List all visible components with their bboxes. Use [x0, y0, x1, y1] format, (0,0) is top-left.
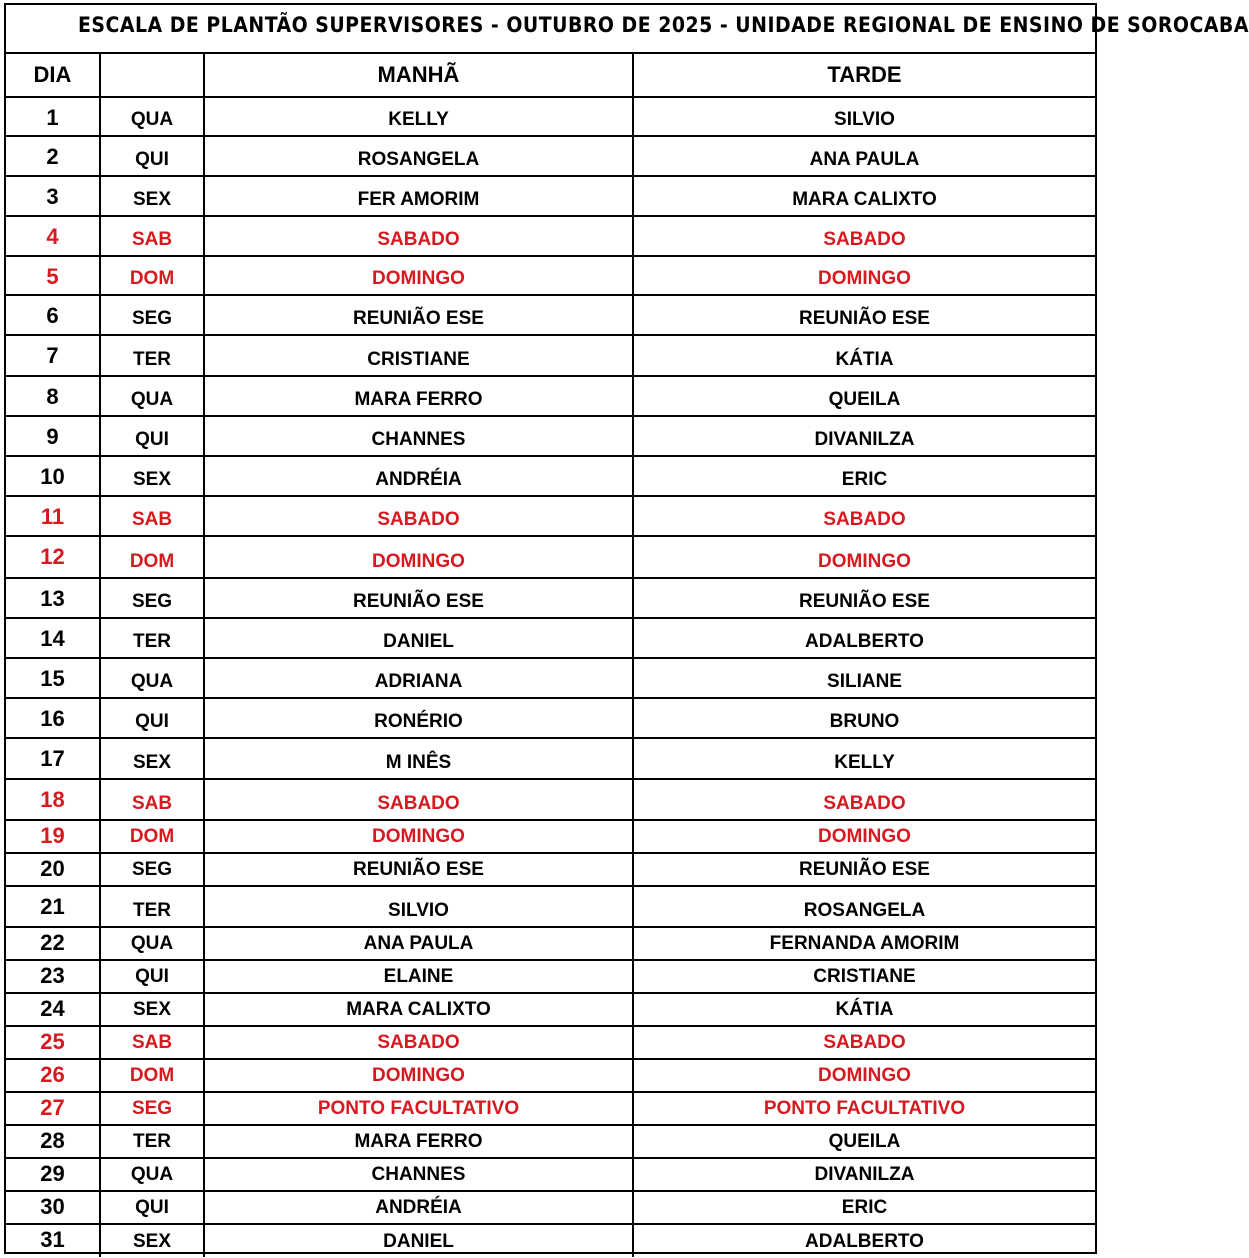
table-row: [6, 98, 1095, 137]
afternoon-cell: ROSANGELA: [803, 900, 926, 921]
day-number: 7: [6, 336, 101, 375]
table-row: [6, 296, 1095, 336]
morning-cell: MARA FERRO: [205, 1126, 634, 1157]
morning-cell: MARA FERRO: [205, 377, 634, 415]
header-manha: MANHÃ: [205, 54, 634, 96]
table-row: [6, 739, 1095, 780]
morning-cell: CHANNES: [205, 417, 634, 455]
table-row: [6, 417, 1095, 457]
day-number: 27: [6, 1093, 101, 1124]
table-row: [6, 1225, 1095, 1257]
afternoon-cell: SABADO: [823, 229, 906, 250]
table-row: [6, 497, 1095, 537]
weekday-cell: QUI: [101, 137, 205, 175]
day-number: 10: [6, 457, 101, 495]
weekday-cell: SEX: [101, 994, 205, 1025]
afternoon-cell: REUNIÃO ESE: [799, 859, 930, 880]
day-number: 17: [6, 739, 101, 778]
morning-cell: DOMINGO: [205, 257, 634, 294]
day-number: 4: [6, 217, 101, 255]
morning-cell: RONÉRIO: [205, 699, 634, 737]
day-number: 18: [6, 780, 101, 819]
afternoon-cell: KÁTIA: [835, 999, 894, 1020]
morning-cell: DANIEL: [205, 619, 634, 657]
weekday-cell: SEX: [101, 177, 205, 215]
table-row: [6, 994, 1095, 1027]
weekday-cell: SEG: [101, 579, 205, 617]
morning-cell: REUNIÃO ESE: [205, 854, 634, 885]
day-number: 22: [6, 928, 101, 959]
table-row: [6, 579, 1095, 619]
morning-cell: REUNIÃO ESE: [205, 296, 634, 334]
afternoon-cell: SABADO: [823, 1032, 906, 1053]
table-row: [6, 1060, 1095, 1093]
table-row: [6, 217, 1095, 257]
weekday-cell: SAB: [101, 497, 205, 535]
morning-cell: SABADO: [205, 497, 634, 535]
afternoon-cell: DOMINGO: [818, 268, 911, 289]
table-row: [6, 377, 1095, 417]
day-number: 5: [6, 257, 101, 294]
table-row: [6, 659, 1095, 699]
weekday-cell: TER: [101, 336, 205, 375]
weekday-cell: TER: [101, 1126, 205, 1157]
weekday-cell: SEG: [101, 854, 205, 885]
day-number: 15: [6, 659, 101, 697]
header-weekday: [101, 54, 205, 96]
weekday-cell: QUA: [101, 659, 205, 697]
day-number: 11: [6, 497, 101, 535]
weekday-cell: SEG: [101, 296, 205, 334]
day-number: 21: [6, 887, 101, 926]
weekday-cell: DOM: [101, 821, 205, 852]
weekday-cell: QUA: [101, 928, 205, 959]
afternoon-cell: CRISTIANE: [813, 966, 916, 987]
morning-cell: SABADO: [205, 1027, 634, 1058]
afternoon-cell: DOMINGO: [818, 826, 911, 847]
weekday-cell: SEX: [101, 1225, 205, 1257]
table-row: [6, 961, 1095, 994]
day-number: 3: [6, 177, 101, 215]
afternoon-cell: SABADO: [823, 509, 906, 530]
morning-cell: DOMINGO: [205, 1060, 634, 1091]
table-row: [6, 137, 1095, 177]
afternoon-cell: ERIC: [841, 469, 888, 490]
schedule-sheet: [4, 3, 1249, 1254]
afternoon-cell: DOMINGO: [818, 551, 911, 572]
afternoon-cell: ANA PAULA: [809, 149, 920, 170]
weekday-cell: TER: [101, 887, 205, 926]
morning-cell: SILVIO: [205, 887, 634, 926]
afternoon-cell: MARA CALIXTO: [792, 189, 937, 210]
morning-cell: ROSANGELA: [205, 137, 634, 175]
day-number: 24: [6, 994, 101, 1025]
weekday-cell: SEG: [101, 1093, 205, 1124]
afternoon-cell: SILIANE: [827, 671, 902, 692]
weekday-cell: TER: [101, 619, 205, 657]
day-number: 9: [6, 417, 101, 455]
day-number: 16: [6, 699, 101, 737]
day-number: 28: [6, 1126, 101, 1157]
afternoon-cell: PONTO FACULTATIVO: [763, 1098, 966, 1119]
table-row: [6, 619, 1095, 659]
morning-cell: ANA PAULA: [205, 928, 634, 959]
day-number: 29: [6, 1159, 101, 1190]
afternoon-cell: BRUNO: [829, 711, 900, 732]
afternoon-cell: DIVANILZA: [814, 429, 915, 450]
afternoon-cell: KÁTIA: [835, 349, 894, 370]
table-row: [6, 336, 1095, 377]
schedule-table: [6, 54, 1095, 1257]
day-number: 13: [6, 579, 101, 617]
weekday-cell: DOM: [101, 257, 205, 294]
afternoon-cell: ADALBERTO: [805, 1231, 924, 1252]
day-number: 8: [6, 377, 101, 415]
table-row: [6, 1027, 1095, 1060]
weekday-cell: DOM: [101, 537, 205, 577]
weekday-cell: SAB: [101, 217, 205, 255]
table-row: [6, 1093, 1095, 1126]
afternoon-cell: ERIC: [841, 1197, 888, 1218]
weekday-cell: QUA: [101, 98, 205, 135]
morning-cell: REUNIÃO ESE: [205, 579, 634, 617]
table-row: [6, 928, 1095, 961]
table-row: [6, 1159, 1095, 1192]
morning-cell: PONTO FACULTATIVO: [205, 1093, 634, 1124]
header-dia: DIA: [6, 54, 101, 96]
morning-cell: KELLY: [205, 98, 634, 135]
morning-cell: MARA CALIXTO: [205, 994, 634, 1025]
table-header-row: [6, 54, 1095, 98]
afternoon-cell: KELLY: [834, 752, 895, 773]
day-number: 20: [6, 854, 101, 885]
weekday-cell: QUI: [101, 699, 205, 737]
day-number: 23: [6, 961, 101, 992]
morning-cell: FER AMORIM: [205, 177, 634, 215]
morning-cell: DANIEL: [205, 1225, 634, 1257]
morning-cell: ELAINE: [205, 961, 634, 992]
table-row: [6, 457, 1095, 497]
table-row: [6, 177, 1095, 217]
page-title: ESCALA DE PLANTÃO SUPERVISORES - OUTUBRO DE 2025 - UNIDADE REGIONAL DE ENSINO DE SOROCABA: [6, 5, 1095, 54]
weekday-cell: QUA: [101, 1159, 205, 1190]
morning-cell: SABADO: [205, 780, 634, 819]
afternoon-cell: FERNANDA AMORIM: [769, 933, 960, 954]
afternoon-cell: REUNIÃO ESE: [799, 591, 930, 612]
afternoon-cell: ADALBERTO: [805, 631, 924, 652]
morning-cell: ANDRÉIA: [205, 1192, 634, 1223]
morning-cell: M INÊS: [205, 739, 634, 778]
table-row: [6, 780, 1095, 821]
morning-cell: DOMINGO: [205, 537, 634, 577]
weekday-cell: QUI: [101, 417, 205, 455]
afternoon-cell: DIVANILZA: [814, 1164, 915, 1185]
day-number: 2: [6, 137, 101, 175]
table-row: [6, 537, 1095, 579]
afternoon-cell: SABADO: [823, 793, 906, 814]
day-number: 30: [6, 1192, 101, 1223]
day-number: 25: [6, 1027, 101, 1058]
table-row: [6, 887, 1095, 928]
morning-cell: ANDRÉIA: [205, 457, 634, 495]
table-row: [6, 1192, 1095, 1225]
day-number: 14: [6, 619, 101, 657]
weekday-cell: SAB: [101, 1027, 205, 1058]
table-row: [6, 1126, 1095, 1159]
day-number: 26: [6, 1060, 101, 1091]
day-number: 6: [6, 296, 101, 334]
table-row: [6, 699, 1095, 739]
morning-cell: CHANNES: [205, 1159, 634, 1190]
weekday-cell: DOM: [101, 1060, 205, 1091]
day-number: 19: [6, 821, 101, 852]
weekday-cell: QUA: [101, 377, 205, 415]
day-number: 31: [6, 1225, 101, 1257]
weekday-cell: QUI: [101, 961, 205, 992]
morning-cell: CRISTIANE: [205, 336, 634, 375]
table-row: [6, 257, 1095, 296]
afternoon-cell: QUEILA: [828, 1131, 901, 1152]
afternoon-cell: REUNIÃO ESE: [799, 308, 930, 329]
afternoon-cell: QUEILA: [828, 389, 901, 410]
day-number: 12: [6, 537, 101, 577]
afternoon-cell: DOMINGO: [818, 1065, 911, 1086]
table-row: [6, 854, 1095, 887]
morning-cell: SABADO: [205, 217, 634, 255]
morning-cell: ADRIANA: [205, 659, 634, 697]
day-number: 1: [6, 98, 101, 135]
weekday-cell: SAB: [101, 780, 205, 819]
table-row: [6, 821, 1095, 854]
weekday-cell: SEX: [101, 457, 205, 495]
weekday-cell: SEX: [101, 739, 205, 778]
morning-cell: DOMINGO: [205, 821, 634, 852]
afternoon-cell: SILVIO: [834, 109, 895, 130]
header-tarde: TARDE: [827, 62, 902, 87]
weekday-cell: QUI: [101, 1192, 205, 1223]
